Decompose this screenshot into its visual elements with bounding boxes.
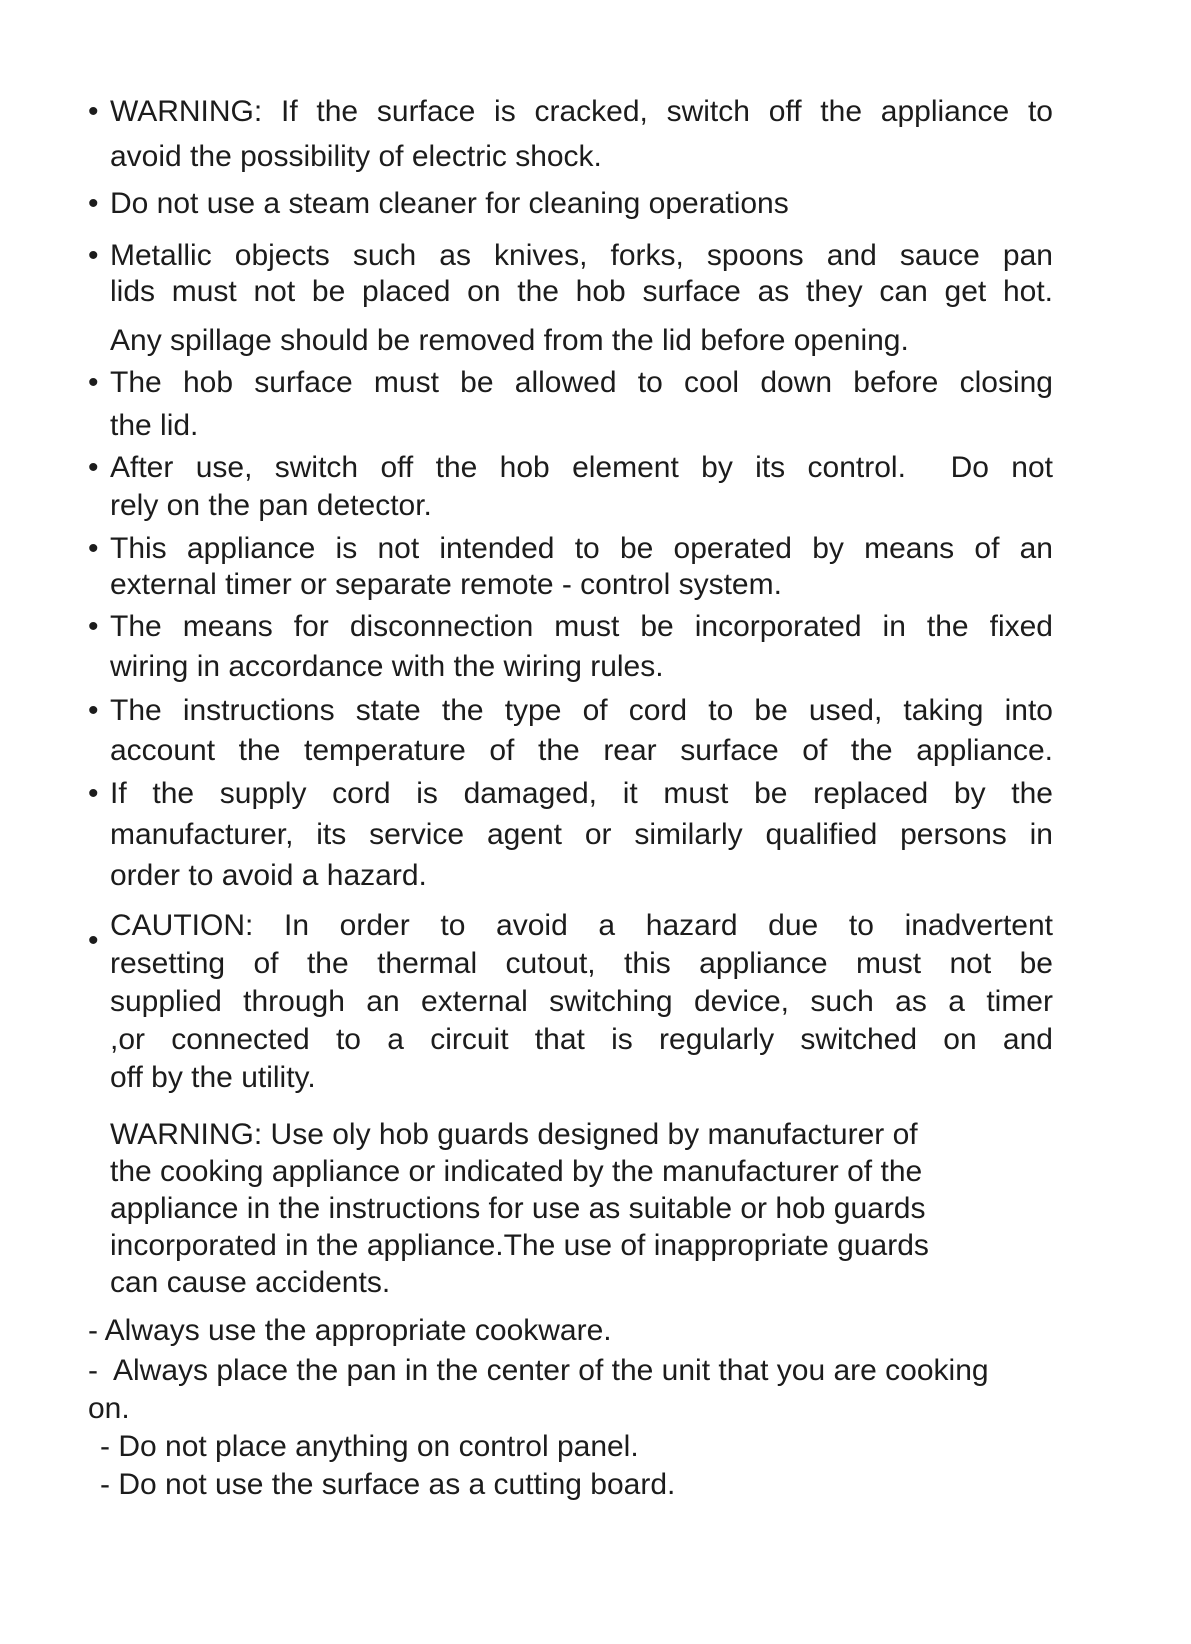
tip-control-panel [100, 1428, 1065, 1466]
text-line: The hob surface must be allowed to cool down before closing [110, 366, 1053, 399]
text-line: the cooking appliance or indicated by the manufacturer of the [110, 1155, 923, 1188]
text-line: - Do not use the surface as a cutting board. [100, 1468, 676, 1501]
tip-appropriate-cookware [88, 1312, 1053, 1350]
text-line: Any spillage should be removed from the lid before opening. [110, 324, 909, 357]
item-warning-cracked-surface [88, 89, 1053, 179]
text-line: the lid. [110, 409, 199, 442]
text-line: This appliance is not intended to be operated by means of an [110, 532, 1053, 565]
item-steam-cleaner [88, 181, 1053, 226]
item-cord-type [88, 691, 1053, 771]
text-line: appliance in the instructions for use as suitable or hob guards [110, 1192, 926, 1225]
text-line: - Always place the pan in the center of the unit that you are cooking [88, 1354, 989, 1387]
bullet-marker: • [88, 532, 99, 565]
bullet-marker: • [88, 694, 99, 727]
text-line: rely on the pan detector. [110, 489, 432, 522]
item-caution-thermal-cutout [88, 907, 1053, 1097]
bullet-marker: • [88, 777, 99, 810]
text-line: wiring in accordance with the wiring rules. [110, 650, 664, 683]
text-line: off by the utility. [110, 1061, 316, 1094]
bullet-marker: • [88, 366, 99, 399]
text-line: order to avoid a hazard. [110, 859, 427, 892]
item-cool-down [88, 361, 1053, 447]
text-line: - Do not place anything on control panel. [100, 1430, 639, 1463]
text-line: If the supply cord is damaged, it must be replaced by the [110, 777, 1053, 810]
text-line: external timer or separate remote - control system. [110, 568, 782, 601]
text-line: supplied through an external switching device, such as a timer [110, 985, 1053, 1018]
tip-pan-center [88, 1352, 1053, 1428]
bullet-marker: • [88, 924, 99, 957]
text-line: ,or connected to a circuit that is regularly switched on and [110, 1023, 1053, 1056]
tip-cutting-board [100, 1466, 1065, 1503]
text-line: manufacturer, its service agent or similarly qualified persons in [110, 818, 1053, 851]
text-line: The means for disconnection must be incorporated in the fixed [110, 610, 1053, 643]
text-line: Do not use a steam cleaner for cleaning operations [110, 187, 789, 220]
text-line: incorporated in the appliance.The use of inappropriate guards [110, 1229, 929, 1262]
para-warning-hob-guards [88, 1116, 1053, 1301]
note-spillage [88, 321, 1053, 361]
item-disconnection [88, 607, 1053, 687]
bullet-marker: • [88, 451, 99, 484]
text-line: - Always use the appropriate cookware. [88, 1314, 612, 1347]
text-line: lids must not be placed on the hob surface as they can get hot. [110, 275, 1053, 308]
text-line: After use, switch off the hob element by its control. Do not [110, 451, 1053, 484]
text-line: WARNING: Use oly hob guards designed by manufacturer of [110, 1118, 918, 1151]
item-external-timer [88, 531, 1053, 603]
text-line: account the temperature of the rear surface of the appliance. [110, 734, 1053, 767]
bullet-marker: • [88, 239, 99, 272]
text-line: avoid the possibility of electric shock. [110, 140, 602, 173]
text-line: can cause accidents. [110, 1266, 391, 1299]
text-line: The instructions state the type of cord to be used, taking into [110, 694, 1053, 727]
text-line: Metallic objects such as knives, forks, spoons and sauce pan [110, 239, 1053, 272]
item-supply-cord [88, 773, 1053, 896]
bullet-marker: • [88, 610, 99, 643]
text-line: WARNING: If the surface is cracked, switch off the appliance to [110, 95, 1053, 128]
text-line: CAUTION: In order to avoid a hazard due to inadvertent [110, 909, 1053, 942]
text-line: on. [88, 1392, 130, 1425]
bullet-marker: • [88, 187, 99, 220]
text-line: resetting of the thermal cutout, this appliance must not be [110, 947, 1053, 980]
bullet-marker: • [88, 95, 99, 128]
item-after-use [88, 449, 1053, 525]
item-metallic-objects [88, 238, 1053, 310]
